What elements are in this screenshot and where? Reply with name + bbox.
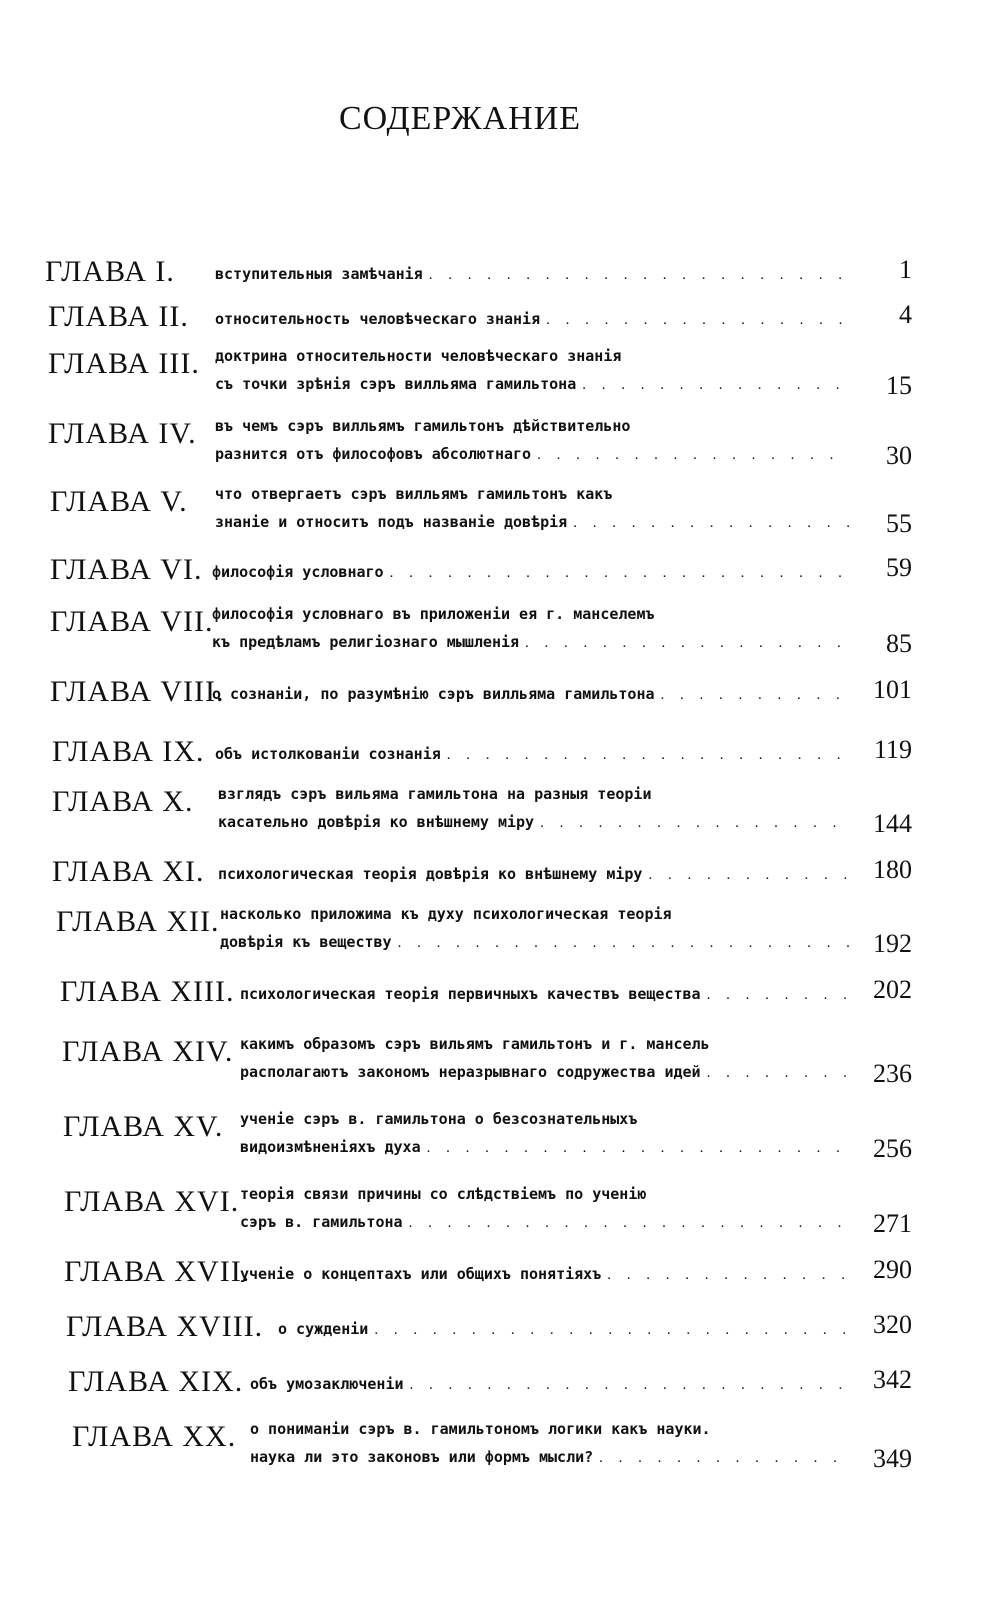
page-number: 101 (873, 675, 912, 704)
chapter-title-text: относительность человѣческаго знанiя (215, 310, 541, 328)
chapter-label: ГЛАВА XVI. (64, 1185, 240, 1218)
page-number: 119 (873, 735, 912, 764)
chapter-title-text: располагаютъ закономъ неразрывнаго содружества идей (240, 1063, 701, 1081)
chapter-title-line (215, 265, 850, 284)
chapter-title-text: съ точки зрѣнiя сэръ вилльяма гамильтона (215, 375, 577, 393)
dot-leader (573, 515, 850, 532)
chapter-title-text: какимъ образомъ сэръ вильямъ гамильтонъ и г. мансель (240, 1035, 710, 1053)
chapter-title-text: что отвергаетъ сэръ вилльямъ гамильтонъ какъ (215, 485, 613, 503)
chapter-title-text: разнится отъ философовъ абсолютнаго (215, 445, 532, 463)
chapter-title-text: доктрина относительности человѣческаго знанiя (215, 347, 622, 365)
chapter-title-line (215, 745, 850, 764)
chapter-title-line (212, 563, 850, 582)
chapter-title-line (240, 1063, 850, 1082)
chapter-title-line (215, 417, 790, 435)
chapter-label: ГЛАВА VII. (50, 605, 214, 638)
chapter-title-line (215, 485, 790, 503)
chapter-title-line (215, 375, 850, 394)
dot-leader (447, 747, 850, 764)
chapter-title-text: философiя условнаго въ приложенiи ея г. манселемъ (212, 605, 655, 623)
chapter-label: ГЛАВА I. (45, 255, 175, 288)
dot-leader (661, 687, 850, 704)
chapter-title-line (240, 1213, 850, 1232)
chapter-label: ГЛАВА II. (48, 300, 189, 333)
dot-leader (582, 377, 850, 394)
chapter-label: ГЛАВА XII. (56, 905, 220, 938)
chapter-title-text: къ предѣламъ религiознаго мышленiя (212, 633, 520, 651)
dot-leader (374, 1322, 850, 1339)
chapter-label: ГЛАВА XI. (52, 855, 205, 888)
page-number: 180 (873, 855, 912, 884)
chapter-title-line (240, 1110, 790, 1128)
page-number: 320 (873, 1310, 912, 1339)
chapter-title-line (215, 513, 850, 532)
chapter-title-line (218, 865, 850, 884)
dot-leader (390, 565, 850, 582)
chapter-title-text: знанiе и относитъ подъ названiе довѣрiя (215, 513, 568, 531)
dot-leader (648, 867, 850, 884)
chapter-title-text: ученiе о концептахъ или общихъ понятiяхъ (240, 1265, 602, 1283)
dot-leader (525, 635, 850, 652)
chapter-title-line (215, 445, 850, 464)
dot-leader (599, 1450, 850, 1467)
chapter-title-text: довѣрiя къ веществу (220, 933, 392, 951)
page-number: 85 (886, 629, 912, 658)
chapter-title-text: психологическая теорiя первичныхъ качествъ вещества (240, 985, 701, 1003)
chapter-title-text: насколько приложима къ духу психологическая теорiя (220, 905, 672, 923)
dot-leader (410, 1377, 850, 1394)
dot-leader (707, 987, 850, 1004)
page-number: 15 (886, 371, 912, 400)
page-number: 349 (873, 1444, 912, 1473)
chapter-title-text: въ чемъ сэръ вилльямъ гамильтонъ дѣйствительно (215, 417, 631, 435)
chapter-title-line (220, 933, 850, 952)
chapter-title-line (250, 1448, 850, 1467)
chapter-label: ГЛАВА IX. (52, 735, 205, 768)
page-number: 256 (873, 1134, 912, 1163)
chapter-title-line (220, 905, 790, 923)
chapter-title-text: ученiе сэръ в. гамильтона о безсознательныхъ (240, 1110, 638, 1128)
chapter-label: ГЛАВА XIV. (62, 1035, 234, 1068)
chapter-title-line (240, 985, 850, 1004)
page-number: 59 (886, 553, 912, 582)
chapter-title-text: видоизмѣненiяхъ духа (240, 1138, 421, 1156)
dot-leader (537, 447, 850, 464)
chapter-title-text: о сужденiи (278, 1320, 369, 1338)
dot-leader (540, 815, 850, 832)
dot-leader (427, 1140, 850, 1157)
chapter-label: ГЛАВА XV. (63, 1110, 224, 1143)
page-number: 271 (873, 1209, 912, 1238)
page-number: 290 (873, 1255, 912, 1284)
dot-leader (429, 267, 850, 284)
chapter-title-line (212, 605, 790, 623)
chapter-label: ГЛАВА VIII. (50, 675, 225, 708)
page-number: 144 (873, 809, 912, 838)
page-number: 342 (873, 1365, 912, 1394)
page-number: 236 (873, 1059, 912, 1088)
dot-leader (607, 1267, 850, 1284)
chapter-label: ГЛАВА VI. (50, 553, 203, 586)
chapter-title-text: о сознанiи, по разумѣнiю сэръ вилльяма гамильтона (212, 685, 655, 703)
chapter-title-line (218, 813, 850, 832)
chapter-title-text: теорiя связи причины со слѣдствiемъ по ученiю (240, 1185, 647, 1203)
dot-leader (707, 1065, 850, 1082)
chapter-title-text: вступительныя замѣчанiя (215, 265, 423, 283)
page-number: 4 (899, 300, 912, 329)
chapter-title-text: объ умозаключенiи (250, 1375, 404, 1393)
chapter-title-line (240, 1185, 790, 1203)
dot-leader (409, 1215, 850, 1232)
chapter-title-text: взглядъ сэръ вильяма гамильтона на разныя теорiи (218, 785, 652, 803)
chapter-label: ГЛАВА IV. (48, 417, 197, 450)
chapter-title-text: сэръ в. гамильтона (240, 1213, 403, 1231)
chapter-title-text: наука ли это законовъ или формъ мысли? (250, 1448, 594, 1466)
chapter-title-text: психологическая теорiя довѣрiя ко внѣшнему мiру (218, 865, 643, 883)
chapter-label: ГЛАВА XVII. (64, 1255, 251, 1288)
chapter-label: ГЛАВА V. (50, 485, 188, 518)
chapter-title-line (215, 310, 850, 329)
chapter-title-line (240, 1035, 790, 1053)
page-number: 192 (873, 929, 912, 958)
chapter-title-line (240, 1265, 850, 1284)
chapter-title-text: касательно довѣрiя ко внѣшнему мiру (218, 813, 535, 831)
dot-leader (546, 312, 850, 329)
chapter-title-text: философiя условнаго (212, 563, 384, 581)
chapter-title-line (212, 633, 850, 652)
chapter-title-text: объ истолкованiи сознанiя (215, 745, 441, 763)
chapter-title-text: о пониманiи сэръ в. гамильтономъ логики какъ науки. (250, 1420, 711, 1438)
page-number: 202 (873, 975, 912, 1004)
chapter-label: ГЛАВА III. (48, 347, 200, 380)
chapter-title-line (212, 685, 850, 704)
chapter-title-line (218, 785, 790, 803)
page-number: 1 (899, 255, 912, 284)
page-number: 55 (886, 509, 912, 538)
chapter-title-line (215, 347, 790, 365)
chapter-label: ГЛАВА XVIII. (66, 1310, 264, 1343)
chapter-label: ГЛАВА XIX. (68, 1365, 244, 1398)
chapter-label: ГЛАВА XX. (72, 1420, 237, 1453)
page-title: СОДЕРЖАНИЕ (338, 100, 582, 137)
chapter-title-line (250, 1375, 850, 1394)
dot-leader (398, 935, 850, 952)
chapter-title-line (250, 1420, 790, 1438)
chapter-label: ГЛАВА XIII. (60, 975, 235, 1008)
page-number: 30 (886, 441, 912, 470)
chapter-title-line (278, 1320, 850, 1339)
chapter-title-line (240, 1138, 850, 1157)
chapter-label: ГЛАВА X. (52, 785, 194, 818)
